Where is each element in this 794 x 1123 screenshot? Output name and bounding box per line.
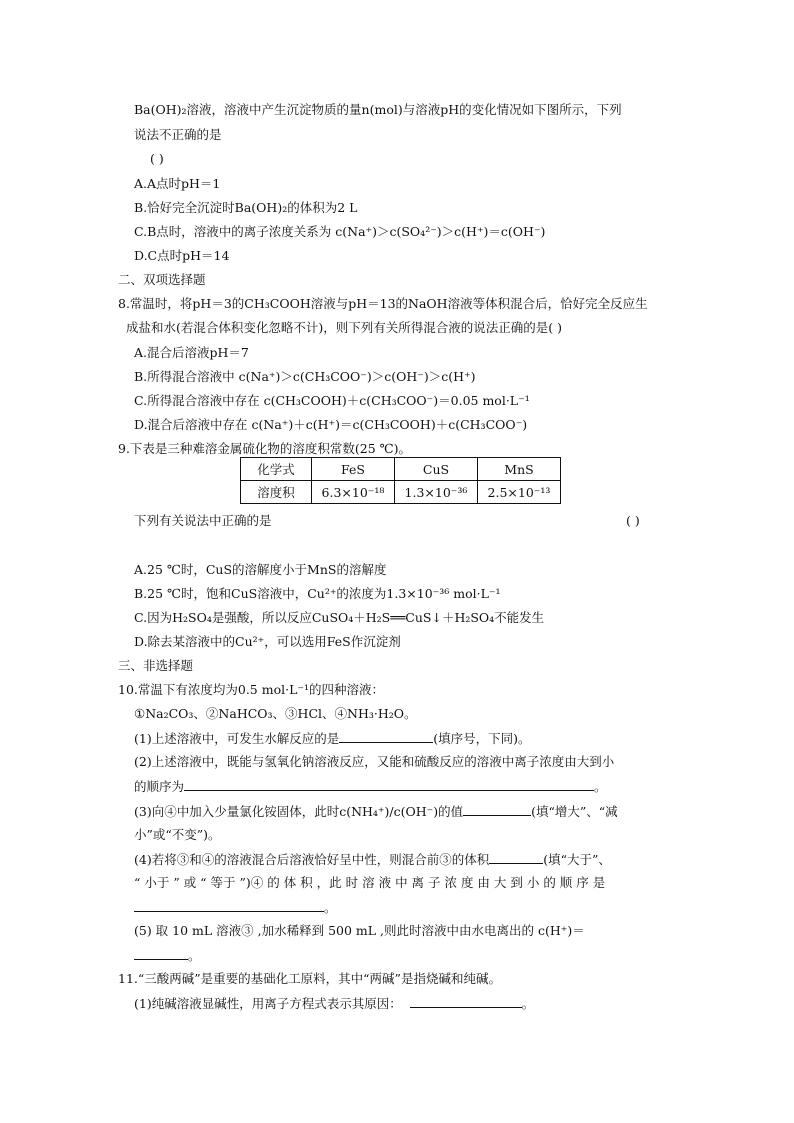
table-header-row [241,458,561,481]
answer-blank[interactable] [410,994,522,1008]
section-title-double-choice: 二、双项选择题 [118,272,206,287]
q9-question: 下列有关说法中正确的是 [134,513,272,528]
q8-stem-line1: 8.常温时，将pH＝3的CH₃COOH溶液与pH＝13的NaOH溶液等体积混合后，恰好完全反应生 [118,296,648,311]
section-title-non-choice: 三、非选择题 [118,658,194,673]
q7-option-c: C.B点时，溶液中的离子浓度关系为 c(Na⁺)＞c(SO₄²⁻)＞c(H⁺)＝c(OH⁻) [134,224,546,239]
answer-blank[interactable] [134,898,324,912]
q8-option-b: B.所得混合溶液中 c(Na⁺)＞c(CH₃COO⁻)＞c(OH⁻)＞c(H⁺) [134,369,476,384]
q9-option-c: C.因为H₂SO₄是强酸，所以反应CuSO₄＋H₂S══CuS↓＋H₂SO₄不能发生 [134,610,545,625]
q10-part4-end: 。 [324,900,337,915]
q8-option-d: D.混合后溶液中存在 c(Na⁺)＋c(H⁺)＝c(CH₃COOH)＋c(CH₃COO⁻) [134,417,528,432]
table-cell: 2.5×10⁻¹³ [478,481,561,504]
q10-stem: 10.常温下有浓度均为0.5 mol·L⁻¹的四种溶液： [118,682,384,697]
table-header-cell: 化学式 [241,458,312,481]
q9-option-a: A.25 ℃时，CuS的溶解度小于MnS的溶解度 [134,562,387,577]
q10-part3-line1 [134,802,618,821]
q9-answer-paren: ( ) [626,513,640,528]
solubility-product-table [240,457,561,504]
q10-part2-text: 的顺序为 [134,779,185,794]
answer-blank[interactable] [184,777,594,791]
q10-part4-line3 [134,898,337,917]
answer-blank[interactable] [339,729,433,743]
q9-stem: 9.下表是三种难溶金属硫化物的溶度积常数(25 ℃)。 [118,441,412,456]
table-header-cell: FeS [312,458,395,481]
table-row [241,481,561,504]
q7-stem-line2: 说法不正确的是 [134,127,222,142]
q11-stem: 11.“三酸两碱”是重要的基础化工原料，其中“两碱”是指烧碱和纯碱。 [118,971,501,986]
q11-part1-end: 。 [521,996,535,1011]
q10-part5-line1: (5) 取 10 mL 溶液③ ,加水稀释到 500 mL ,则此时溶液中由水电离出的 c(H⁺)＝ [134,923,585,938]
q7-stem-line1: Ba(OH)₂溶液，溶液中产生沉淀物质的量n(mol)与溶液pH的变化情况如下图所示，下列 [134,102,622,117]
q10-part4-text: (4)若将③和④的溶液混合后溶液恰好呈中性，则混合前③的体积 [134,852,490,867]
q10-part1-note: (填序号，下同)。 [433,731,531,746]
q10-part2-line2 [134,777,607,796]
q10-part3-line2: 小”或“不变”)。 [134,827,221,842]
answer-blank[interactable] [463,802,531,816]
q10-part3-note: (填“增大”、“减 [531,804,618,819]
q10-part4-line1 [134,850,611,869]
table-header-cell: CuS [395,458,478,481]
answer-blank[interactable] [134,946,188,960]
answer-blank[interactable] [489,850,543,864]
q7-option-d: D.C点时pH＝14 [134,248,230,263]
q8-option-a: A.混合后溶液pH＝7 [134,345,249,360]
q9-option-b: B.25 ℃时，饱和CuS溶液中，Cu²⁺的浓度为1.3×10⁻³⁶ mol·L⁻¹ [134,586,501,601]
q10-part5-end: 。 [188,948,201,963]
q11-part1-text: (1)纯碱溶液显碱性，用离子方程式表示其原因： [134,996,402,1011]
q10-solutions: ①Na₂CO₃、②NaHCO₃、③HCl、④NH₃·H₂O。 [134,706,417,721]
q10-part4-note: (填“大于”、 [543,852,611,867]
q7-answer-paren: ( ) [150,151,164,166]
table-cell: 6.3×10⁻¹⁸ [312,481,395,504]
q9-option-d: D.除去某溶液中的Cu²⁺，可以选用FeS作沉淀剂 [134,634,401,649]
q10-part2-line1: (2)上述溶液中，既能与氢氧化钠溶液反应，又能和硫酸反应的溶液中离子浓度由大到小 [134,754,615,769]
q7-option-b: B.恰好完全沉淀时Ba(OH)₂的体积为2 L [134,200,358,215]
q8-option-c: C.所得混合溶液中存在 c(CH₃COOH)＋c(CH₃COO⁻)＝0.05 mol·L⁻¹ [134,393,530,408]
q10-part1-text: (1)上述溶液中，可发生水解反应的是 [134,731,340,746]
q10-part2-end: 。 [594,779,607,794]
q11-part1 [134,994,534,1013]
table-header-cell: MnS [478,458,561,481]
q10-part3-text: (3)向④中加入少量氯化铵固体，此时c(NH₄⁺)/c(OH⁻)的值 [134,804,464,819]
q10-part4-line2: “ 小于 ” 或 “ 等于 ”)④ 的 体 积 ，此 时 溶 液 中 离 子 浓 度 由 大 到 小 的 顺 序 是 [134,875,606,890]
q7-option-a: A.A点时pH＝1 [134,176,221,191]
q8-stem-line2: 成盐和水(若混合体积变化忽略不计)，则下列有关所得混合液的说法正确的是( ) [126,320,562,335]
q10-part5-line2 [134,946,201,965]
q10-part1 [134,729,530,748]
table-cell: 溶度积 [241,481,312,504]
table-cell: 1.3×10⁻³⁶ [395,481,478,504]
